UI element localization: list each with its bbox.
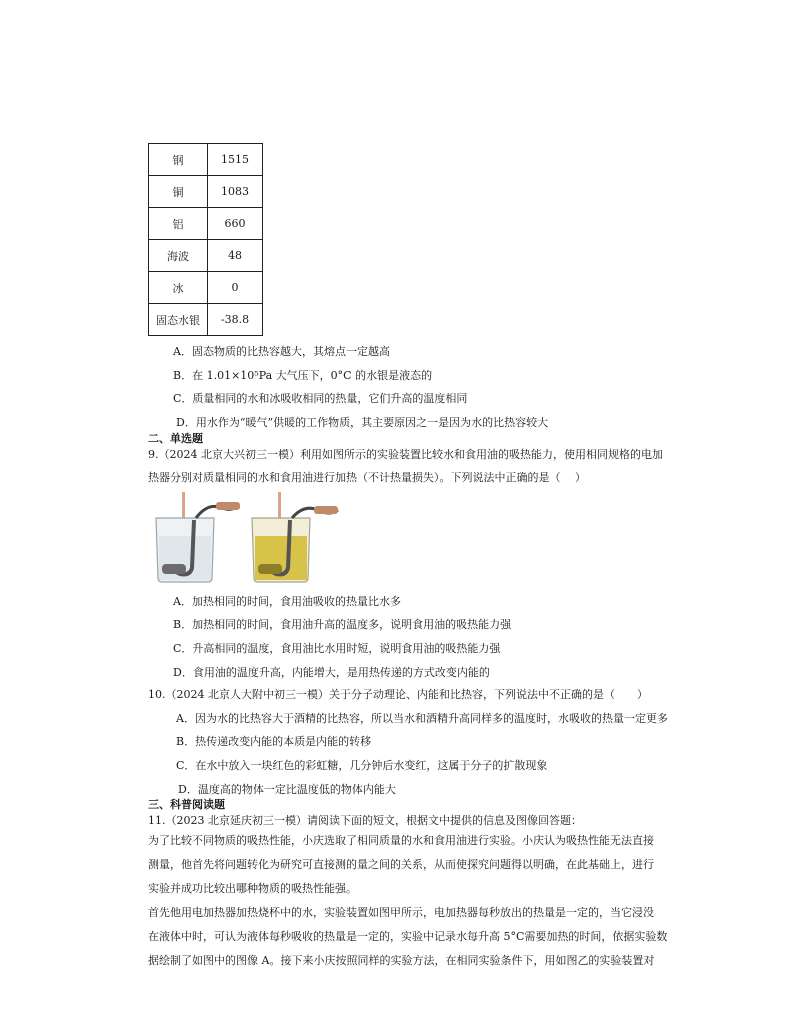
q11-passage-line: 测量，他首先将问题转化为研究可直接测的量之间的关系，从而使探究问题得以明确，在此基础上，进行 <box>148 858 654 871</box>
table-row: 铝 660 <box>149 208 263 240</box>
q10-option-c: C．在水中放入一块红色的彩虹糖，几分钟后水变红，这属于分子的扩散现象 <box>176 759 548 772</box>
table-row: 钢 1515 <box>149 144 263 176</box>
section-title-science-reading: 三、科普阅读题 <box>148 798 225 811</box>
q9-option-d: D．食用油的温度升高，内能增大，是用热传递的方式改变内能的 <box>173 666 490 679</box>
water-beaker <box>156 492 240 582</box>
table-row: 海波 48 <box>149 240 263 272</box>
q10-option-b: B．热传递改变内能的本质是内能的转移 <box>176 735 372 748</box>
q10-option-d: D．温度高的物体一定比温度低的物体内能大 <box>178 783 396 796</box>
q9-beakers-figure <box>150 490 350 586</box>
table-row: 冰 0 <box>149 272 263 304</box>
q9-option-c: C．升高相同的温度，食用油比水用时短，说明食用油的吸热能力强 <box>173 642 501 655</box>
q8-option-d: D．用水作为“暖气”供暖的工作物质，其主要原因之一是因为水的比热容较大 <box>176 416 549 429</box>
q8-option-b: B．在 1.01×10⁵Pa 大气压下，0°C 的水银是液态的 <box>173 369 433 382</box>
q11-passage-line: 实验并成功比较出哪种物质的吸热性能强。 <box>148 882 357 895</box>
table-row: 铜 1083 <box>149 176 263 208</box>
q11-passage-line: 在液体中时，可认为液体每秒吸收的热量是一定的，实验中记录水每升高 5°C需要加热的时间，依据实验数 <box>148 930 668 943</box>
section-title-single-choice: 二、单选题 <box>148 432 203 445</box>
q11-passage-line: 据绘制了如图中的图像 A。接下来小庆按照同样的实验方法，在相同实验条件下，用如图乙的实验装置对 <box>148 954 655 967</box>
q11-stem: 11.（2023 北京延庆初三一模）请阅读下面的短文，根据文中提供的信息及图像回答题： <box>148 814 582 827</box>
oil-beaker <box>252 492 338 582</box>
q10-stem: 10.（2024 北京人大附中初三一模）关于分子动理论、内能和比热容，下列说法中不正确的是（ ） <box>148 688 648 701</box>
q9-stem-line2: 热器分别对质量相同的水和食用油进行加热（不计热量损失）。下列说法中正确的是（ ） <box>148 471 586 484</box>
q9-option-b: B．加热相同的时间，食用油升高的温度多，说明食用油的吸热能力强 <box>173 618 512 631</box>
melting-point-table <box>148 143 263 336</box>
q9-stem-line1: 9.（2024 北京大兴初三一模）利用如图所示的实验装置比较水和食用油的吸热能力，使用相同规格的电加 <box>148 448 663 461</box>
q8-option-a: A．固态物质的比热容越大，其熔点一定越高 <box>173 345 390 358</box>
table-row: 固态水银 -38.8 <box>149 304 263 336</box>
q10-option-a: A．因为水的比热容大于酒精的比热容，所以当水和酒精升高同样多的温度时，水吸收的热量一定更多 <box>176 712 668 725</box>
q11-passage-line: 首先他用电加热器加热烧杯中的水，实验装置如图甲所示，电加热器每秒放出的热量是一定的，当它浸没 <box>148 906 654 919</box>
q8-option-c: C．质量相同的水和冰吸收相同的热量，它们升高的温度相同 <box>173 392 468 405</box>
q11-passage-line: 为了比较不同物质的吸热性能，小庆选取了相同质量的水和食用油进行实验。小庆认为吸热性能无法直接 <box>148 834 654 847</box>
q9-option-a: A．加热相同的时间，食用油吸收的热量比水多 <box>173 595 401 608</box>
